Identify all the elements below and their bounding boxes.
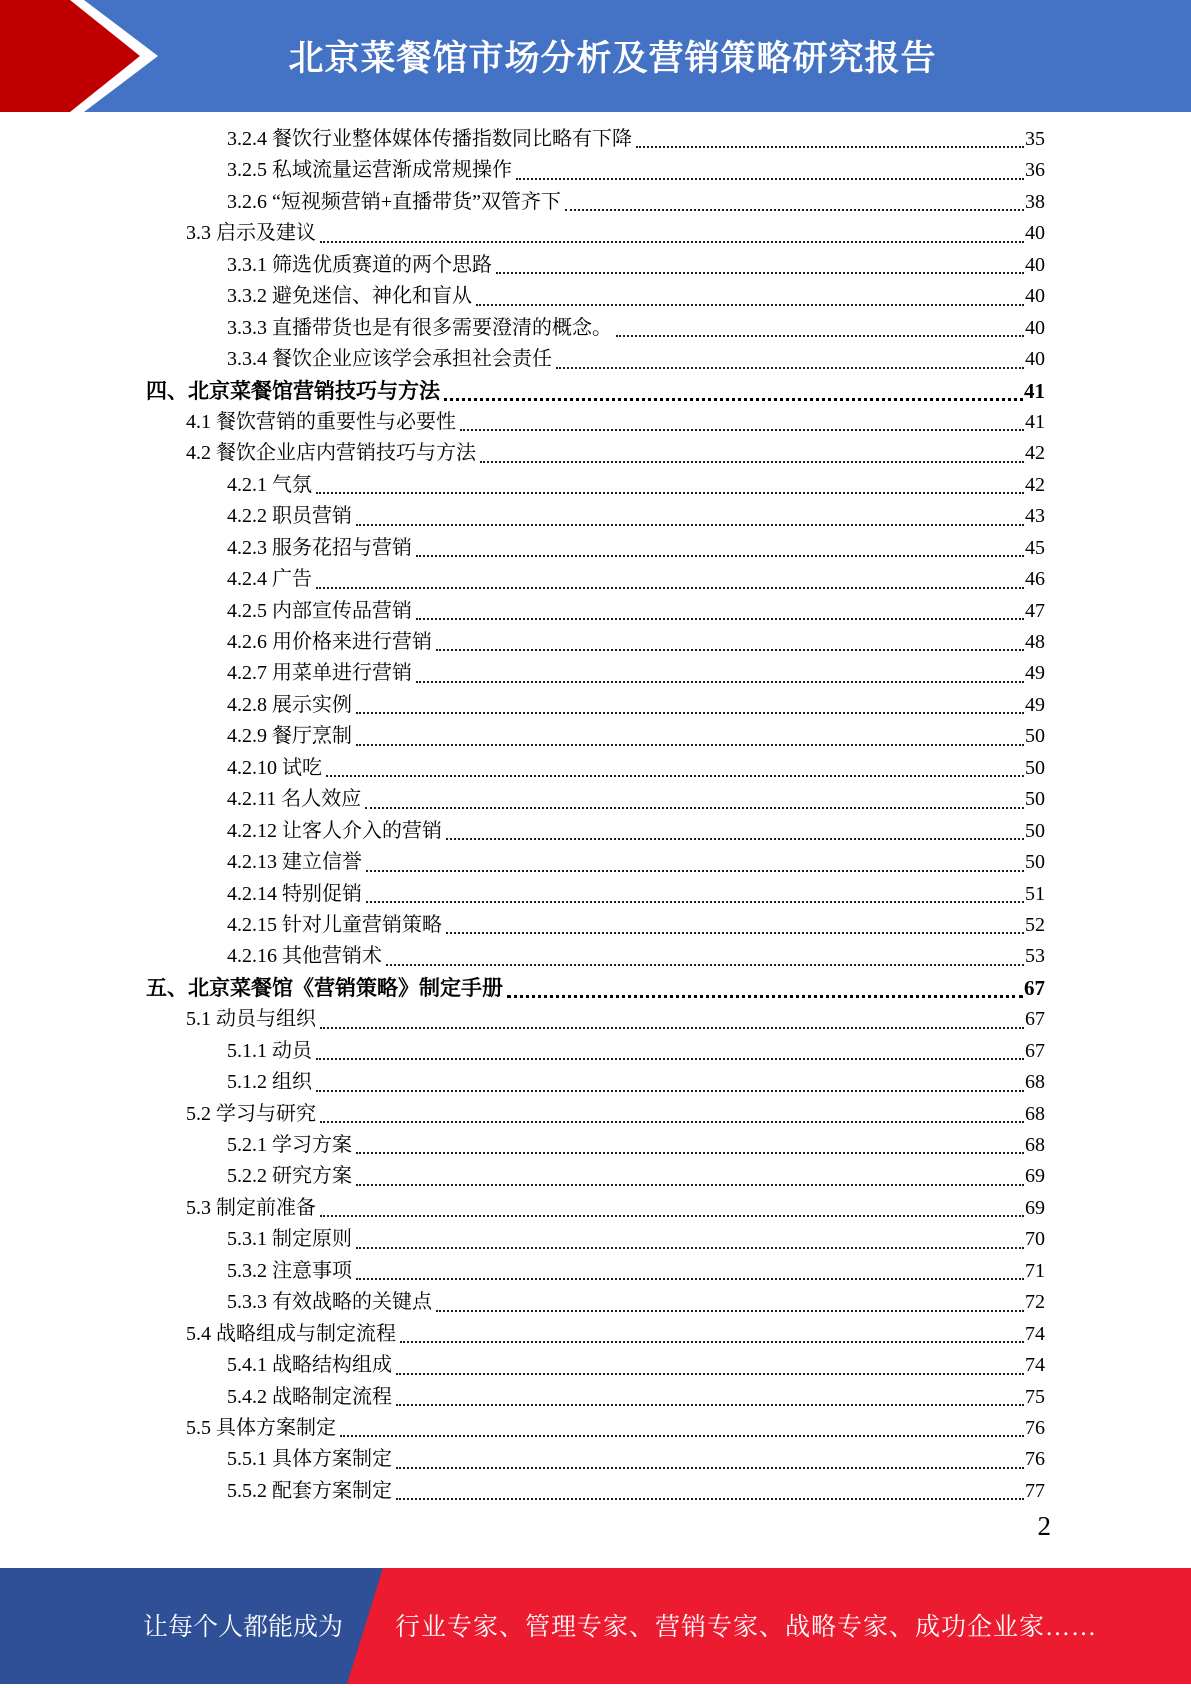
toc-entry-page: 76 bbox=[1025, 1448, 1045, 1471]
toc-entry-page: 40 bbox=[1025, 316, 1045, 339]
toc-leader-dots bbox=[516, 178, 1024, 180]
toc-entry-page: 40 bbox=[1025, 285, 1045, 308]
toc-entry-page: 74 bbox=[1025, 1354, 1045, 1377]
toc-leader-dots bbox=[396, 1498, 1024, 1500]
toc-leader-dots bbox=[316, 1058, 1024, 1060]
toc-entry[interactable] bbox=[0, 596, 1045, 627]
report-title: 北京菜餐馆市场分析及营销策略研究报告 bbox=[288, 39, 937, 78]
toc-entry-label: 3.3.3 直播带货也是有很多需要澄清的概念。 bbox=[227, 316, 612, 339]
toc-entry-page: 43 bbox=[1025, 505, 1045, 528]
toc-entry[interactable] bbox=[0, 973, 1045, 1004]
toc-leader-dots bbox=[565, 209, 1024, 211]
toc-leader-dots bbox=[396, 1373, 1024, 1375]
toc-entry[interactable] bbox=[0, 1224, 1045, 1255]
toc-entry-page: 68 bbox=[1025, 1102, 1045, 1125]
toc-entry-label: 4.2.15 针对儿童营销策略 bbox=[227, 913, 442, 936]
toc-entry-label: 5.1.1 动员 bbox=[227, 1039, 312, 1062]
toc-leader-dots bbox=[636, 146, 1024, 148]
toc-entry[interactable] bbox=[0, 155, 1045, 186]
toc-entry[interactable] bbox=[0, 376, 1045, 407]
toc-leader-dots bbox=[616, 335, 1024, 337]
toc-entry-page: 42 bbox=[1025, 442, 1045, 465]
page-footer-banner bbox=[0, 1568, 1191, 1684]
toc-entry[interactable] bbox=[0, 344, 1045, 375]
toc-entry[interactable] bbox=[0, 721, 1045, 752]
toc-entry[interactable] bbox=[0, 847, 1045, 878]
red-chevron-arrow-icon bbox=[0, 0, 170, 112]
toc-entry-label: 3.3 启示及建议 bbox=[186, 222, 316, 245]
toc-leader-dots bbox=[320, 241, 1024, 243]
toc-entry-page: 72 bbox=[1025, 1291, 1045, 1314]
toc-entry[interactable] bbox=[0, 1444, 1045, 1475]
toc-entry-label: 4.2.16 其他营销术 bbox=[227, 945, 382, 968]
toc-entry-page: 69 bbox=[1025, 1165, 1045, 1188]
toc-entry[interactable] bbox=[0, 1067, 1045, 1098]
footer-slogan-right: 行业专家、管理专家、营销专家、战略专家、成功企业家…… bbox=[395, 1614, 1098, 1641]
toc-list bbox=[0, 124, 1191, 1507]
toc-leader-dots bbox=[556, 367, 1024, 369]
toc-entry-label: 4.2 餐饮企业店内营销技巧与方法 bbox=[186, 442, 476, 465]
toc-entry-page: 67 bbox=[1025, 1008, 1045, 1031]
toc-entry-page: 38 bbox=[1025, 190, 1045, 213]
toc-entry-label: 5.3 制定前准备 bbox=[186, 1196, 316, 1219]
toc-entry-label: 3.3.2 避免迷信、神化和盲从 bbox=[227, 285, 472, 308]
toc-entry-label: 4.2.6 用价格来进行营销 bbox=[227, 631, 432, 653]
toc-entry-label: 五、北京菜餐馆《营销策略》制定手册 bbox=[146, 975, 503, 1000]
toc-entry-page: 40 bbox=[1025, 348, 1045, 371]
toc-entry[interactable] bbox=[0, 564, 1045, 595]
toc-entry-label: 4.2.5 内部宣传品营销 bbox=[227, 599, 412, 622]
toc-entry[interactable] bbox=[0, 1099, 1045, 1130]
toc-entry[interactable] bbox=[0, 533, 1045, 564]
toc-entry[interactable] bbox=[0, 1256, 1045, 1287]
toc-leader-dots bbox=[400, 1341, 1024, 1343]
toc-entry-page: 76 bbox=[1025, 1416, 1045, 1439]
toc-entry-label: 3.2.4 餐饮行业整体媒体传播指数同比略有下降 bbox=[227, 128, 632, 150]
toc-entry-page: 67 bbox=[1025, 1039, 1045, 1062]
toc-leader-dots bbox=[396, 1404, 1024, 1406]
toc-entry-page: 69 bbox=[1025, 1196, 1045, 1219]
toc-leader-dots bbox=[436, 649, 1024, 651]
toc-entry-page: 49 bbox=[1025, 662, 1045, 685]
toc-entry[interactable] bbox=[0, 1319, 1045, 1350]
toc-entry[interactable] bbox=[0, 1193, 1045, 1224]
footer-slogan-left: 让每个人都能成为 bbox=[143, 1614, 344, 1641]
toc-entry-page: 40 bbox=[1025, 222, 1045, 245]
toc-entry-label: 3.2.5 私域流量运营渐成常规操作 bbox=[227, 159, 512, 182]
toc-entry[interactable] bbox=[0, 313, 1045, 344]
toc-entry-label: 四、北京菜餐馆营销技巧与方法 bbox=[146, 378, 440, 403]
toc-leader-dots bbox=[320, 1027, 1024, 1029]
toc-leader-dots bbox=[356, 1247, 1024, 1249]
toc-leader-dots bbox=[320, 1121, 1024, 1123]
toc-entry-page: 50 bbox=[1025, 756, 1045, 779]
toc-entry[interactable] bbox=[0, 879, 1045, 910]
toc-entry[interactable] bbox=[0, 753, 1045, 784]
toc-entry-label: 5.3.3 有效战略的关键点 bbox=[227, 1291, 432, 1314]
toc-leader-dots bbox=[366, 901, 1024, 903]
toc-leader-dots bbox=[356, 744, 1024, 746]
toc-entry-label: 3.3.4 餐饮企业应该学会承担社会责任 bbox=[227, 348, 552, 371]
toc-leader-dots bbox=[480, 461, 1024, 463]
toc-leader-dots bbox=[356, 1184, 1024, 1186]
toc-entry-page: 50 bbox=[1025, 725, 1045, 748]
toc-leader-dots bbox=[356, 712, 1024, 714]
toc-leader-dots bbox=[326, 775, 1024, 777]
toc-entry-page: 74 bbox=[1025, 1322, 1045, 1345]
toc-entry[interactable] bbox=[0, 501, 1045, 532]
toc-leader-dots bbox=[316, 1090, 1024, 1092]
toc-entry-label: 5.1 动员与组织 bbox=[186, 1008, 316, 1031]
toc-entry-label: 4.2.3 服务花招与营销 bbox=[227, 536, 412, 559]
toc-leader-dots bbox=[356, 1152, 1024, 1154]
toc-leader-dots bbox=[386, 964, 1024, 966]
toc-leader-dots bbox=[366, 870, 1024, 872]
toc-entry[interactable] bbox=[0, 187, 1045, 218]
toc-entry-label: 5.3.2 注意事项 bbox=[227, 1259, 352, 1282]
toc-leader-dots bbox=[316, 587, 1024, 589]
toc-entry-page: 71 bbox=[1025, 1259, 1045, 1282]
toc-leader-dots bbox=[416, 618, 1024, 620]
page-header-banner bbox=[0, 0, 1191, 112]
toc-entry-page: 50 bbox=[1025, 819, 1045, 842]
toc-leader-dots bbox=[320, 1215, 1024, 1217]
toc-leader-dots bbox=[416, 681, 1024, 683]
toc-entry[interactable] bbox=[0, 1036, 1045, 1067]
toc-entry-label: 4.2.8 展示实例 bbox=[227, 693, 352, 716]
toc-entry-label: 5.4 战略组成与制定流程 bbox=[186, 1322, 396, 1345]
toc-entry-page: 47 bbox=[1025, 599, 1045, 622]
toc-entry-page: 50 bbox=[1025, 788, 1045, 811]
toc-entry-label: 5.4.2 战略制定流程 bbox=[227, 1385, 392, 1408]
toc-leader-dots bbox=[356, 1278, 1024, 1280]
toc-entry-page: 42 bbox=[1025, 473, 1045, 496]
toc-entry-page: 50 bbox=[1025, 851, 1045, 874]
toc-entry-page: 36 bbox=[1025, 159, 1045, 182]
toc-entry-page: 77 bbox=[1025, 1479, 1045, 1502]
toc-entry[interactable] bbox=[0, 1413, 1045, 1444]
toc-leader-dots bbox=[446, 838, 1024, 840]
toc-entry-label: 4.2.7 用菜单进行营销 bbox=[227, 662, 412, 685]
toc-entry-label: 5.4.1 战略结构组成 bbox=[227, 1354, 392, 1377]
toc-entry-page: 51 bbox=[1025, 882, 1045, 905]
toc-leader-dots bbox=[416, 555, 1024, 557]
toc-entry[interactable] bbox=[0, 690, 1045, 721]
toc-entry[interactable] bbox=[0, 250, 1045, 281]
toc-leader-dots bbox=[365, 807, 1024, 809]
toc-entry-page: 45 bbox=[1025, 536, 1045, 559]
toc-entry-label: 4.2.2 职员营销 bbox=[227, 505, 352, 528]
toc-leader-dots bbox=[316, 492, 1024, 494]
toc-entry[interactable] bbox=[0, 124, 1045, 155]
toc-leader-dots bbox=[496, 272, 1024, 274]
toc-leader-dots bbox=[444, 398, 1023, 401]
toc-entry[interactable] bbox=[0, 658, 1045, 689]
toc-leader-dots bbox=[436, 1310, 1024, 1312]
toc-entry-label: 4.2.4 广告 bbox=[227, 568, 312, 591]
toc-entry-label: 5.2 学习与研究 bbox=[186, 1102, 316, 1125]
toc-leader-dots bbox=[356, 524, 1024, 526]
toc-entry[interactable] bbox=[0, 1382, 1045, 1413]
toc-entry-label: 3.3.1 筛选优质赛道的两个思路 bbox=[227, 253, 492, 276]
toc-leader-dots bbox=[460, 429, 1024, 431]
toc-entry-page: 70 bbox=[1025, 1228, 1045, 1251]
toc-leader-dots bbox=[507, 995, 1023, 998]
toc-entry[interactable] bbox=[0, 941, 1045, 972]
toc-entry[interactable] bbox=[0, 470, 1045, 501]
toc-entry[interactable] bbox=[0, 816, 1045, 847]
toc-entry[interactable] bbox=[0, 1130, 1045, 1161]
toc-entry-page: 68 bbox=[1025, 1134, 1045, 1156]
toc-entry-page: 53 bbox=[1025, 945, 1045, 968]
toc-entry-label: 4.2.14 特别促销 bbox=[227, 882, 362, 905]
toc-entry-page: 40 bbox=[1025, 253, 1045, 276]
toc-entry-label: 4.2.13 建立信誉 bbox=[227, 851, 362, 874]
toc-entry-label: 5.3.1 制定原则 bbox=[227, 1228, 352, 1251]
toc-entry-page: 52 bbox=[1025, 913, 1045, 936]
toc-entry-label: 4.2.10 试吃 bbox=[227, 756, 322, 779]
toc-entry[interactable] bbox=[0, 1350, 1045, 1381]
toc-entry-label: 4.2.11 名人效应 bbox=[227, 788, 362, 811]
toc-entry[interactable] bbox=[0, 1004, 1045, 1035]
toc-entry[interactable] bbox=[0, 784, 1045, 815]
toc-entry[interactable] bbox=[0, 407, 1045, 438]
toc-entry-label: 3.2.6 “短视频营销+直播带货”双管齐下 bbox=[227, 190, 562, 213]
toc-entry[interactable] bbox=[0, 1161, 1045, 1192]
toc-entry[interactable] bbox=[0, 627, 1045, 658]
toc-entry-page: 49 bbox=[1025, 693, 1045, 716]
toc-entry-page: 41 bbox=[1025, 410, 1045, 433]
toc-entry-label: 4.1 餐饮营销的重要性与必要性 bbox=[186, 410, 456, 433]
toc-entry-label: 5.2.2 研究方案 bbox=[227, 1165, 352, 1188]
toc-leader-dots bbox=[476, 304, 1024, 306]
toc-entry-page: 67 bbox=[1024, 975, 1045, 1000]
toc-entry-label: 4.2.9 餐厅烹制 bbox=[227, 725, 352, 748]
toc-entry-page: 46 bbox=[1025, 568, 1045, 591]
toc-entry-label: 5.5 具体方案制定 bbox=[186, 1416, 336, 1439]
toc-entry-label: 4.2.12 让客人介入的营销 bbox=[227, 819, 442, 842]
toc-entry[interactable] bbox=[0, 281, 1045, 312]
toc-entry-page: 41 bbox=[1024, 378, 1045, 403]
page-number: 2 bbox=[1037, 1511, 1051, 1541]
toc-entry-label: 5.1.2 组织 bbox=[227, 1071, 312, 1094]
toc-entry-page: 48 bbox=[1025, 631, 1045, 653]
toc-entry[interactable] bbox=[0, 438, 1045, 469]
toc-entry-label: 4.2.1 气氛 bbox=[227, 473, 312, 496]
toc-entry[interactable] bbox=[0, 218, 1045, 249]
toc-entry[interactable] bbox=[0, 910, 1045, 941]
toc-entry-page: 75 bbox=[1025, 1385, 1045, 1408]
toc-entry-label: 5.5.2 配套方案制定 bbox=[227, 1479, 392, 1502]
toc-leader-dots bbox=[340, 1435, 1024, 1437]
toc-entry[interactable] bbox=[0, 1476, 1045, 1507]
toc-entry-label: 5.2.1 学习方案 bbox=[227, 1134, 352, 1156]
toc-leader-dots bbox=[396, 1467, 1024, 1469]
toc-entry-label: 5.5.1 具体方案制定 bbox=[227, 1448, 392, 1471]
toc-entry-page: 35 bbox=[1025, 128, 1045, 150]
toc-entry[interactable] bbox=[0, 1287, 1045, 1318]
toc-entry-page: 68 bbox=[1025, 1071, 1045, 1094]
toc-leader-dots bbox=[446, 932, 1024, 934]
